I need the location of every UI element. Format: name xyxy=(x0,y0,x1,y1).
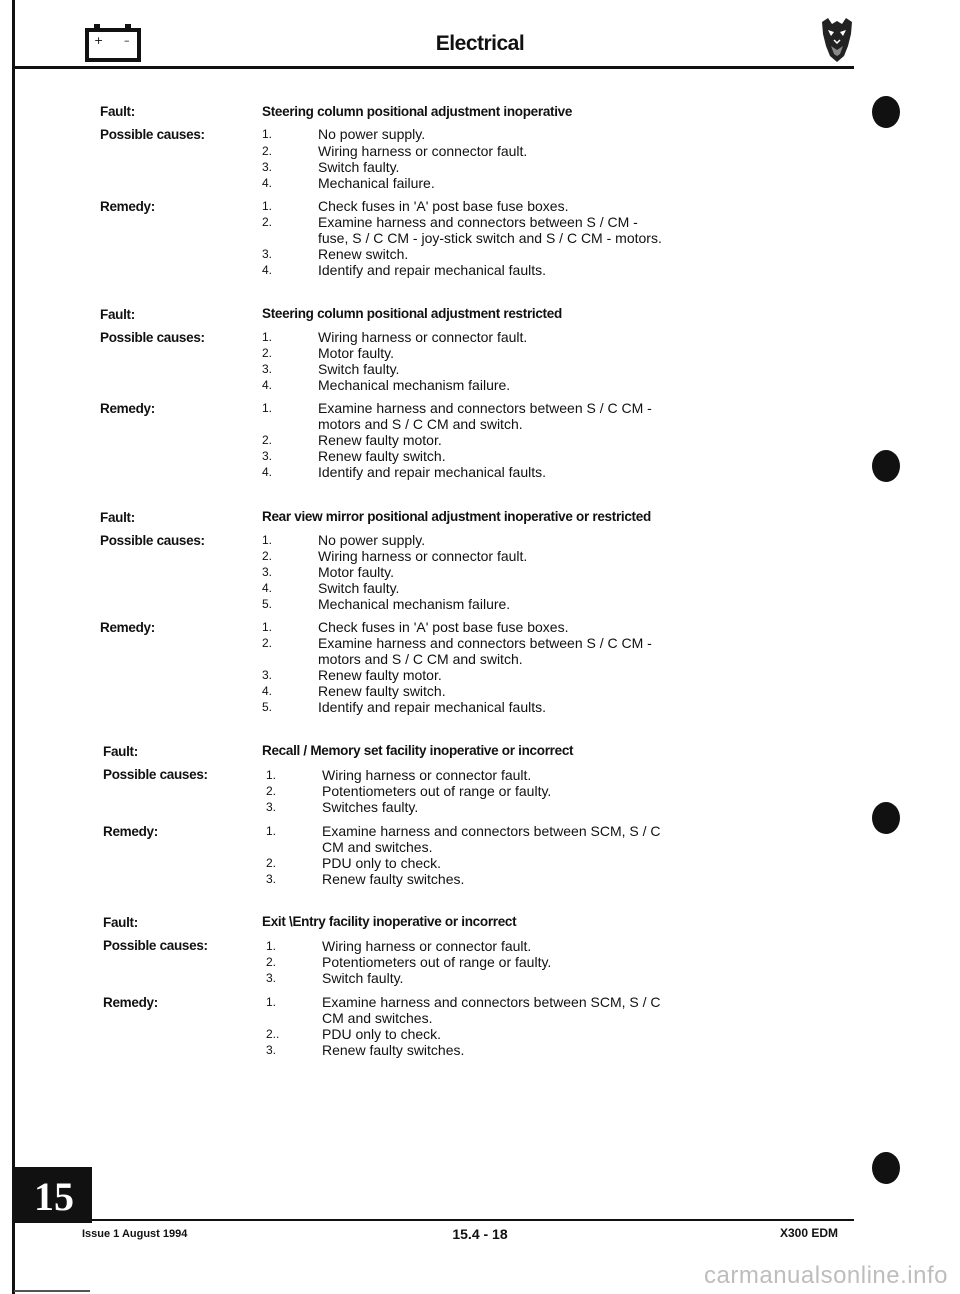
fault-title: Rear view mirror positional adjustment inoperative or restricted xyxy=(262,509,651,524)
item-number: 1. xyxy=(266,939,277,953)
remedy-label: Remedy: xyxy=(100,620,155,635)
item-number: 4. xyxy=(262,176,273,190)
item-text: Examine harness and connectors between SCM, S / C xyxy=(322,994,661,1010)
page-number: 15.4 - 18 xyxy=(452,1226,508,1242)
item-number: 1. xyxy=(266,768,277,782)
fault-label: Fault: xyxy=(103,915,138,930)
item-number: 3. xyxy=(266,800,277,814)
item-text: Potentiometers out of range or faulty. xyxy=(322,783,552,799)
remedy-label: Remedy: xyxy=(103,824,158,839)
item-number: 2. xyxy=(262,215,273,229)
causes-label: Possible causes: xyxy=(100,330,205,345)
item-text: No power supply. xyxy=(318,532,426,548)
item-number: 4. xyxy=(262,465,273,479)
header-rule xyxy=(12,66,854,69)
item-number: 4. xyxy=(262,378,273,392)
item-number: 4. xyxy=(262,581,273,595)
item-number: 3. xyxy=(262,668,273,682)
fault-title: Recall / Memory set facility inoperative or incorrect xyxy=(262,743,574,758)
remedy-label: Remedy: xyxy=(100,401,155,416)
item-text: Renew faulty switches. xyxy=(322,871,465,887)
item-number: 3. xyxy=(266,1043,277,1057)
item-number: 5. xyxy=(262,597,273,611)
item-text: Renew faulty switch. xyxy=(318,683,446,699)
item-number: 4. xyxy=(262,684,273,698)
item-number: 1. xyxy=(262,199,273,213)
footer-rule xyxy=(82,1219,854,1221)
item-number: 1. xyxy=(266,995,277,1009)
item-text: Mechanical mechanism failure. xyxy=(318,596,511,612)
item-text: Renew faulty motor. xyxy=(318,667,442,683)
item-text: Identify and repair mechanical faults. xyxy=(318,699,547,715)
fault-label: Fault: xyxy=(103,744,138,759)
item-text: Wiring harness or connector fault. xyxy=(322,938,532,954)
item-text: CM and switches. xyxy=(322,839,433,855)
item-text: Motor faulty. xyxy=(318,564,394,580)
fault-label: Fault: xyxy=(100,510,135,525)
item-text: Renew faulty motor. xyxy=(318,432,442,448)
item-number: 1. xyxy=(262,330,273,344)
bottom-rule xyxy=(14,1290,90,1292)
item-text: Examine harness and connectors between S / C CM - xyxy=(318,400,652,416)
jaguar-logo-icon xyxy=(818,16,856,64)
item-text: Examine harness and connectors between S / CM - xyxy=(318,214,638,230)
item-text: Examine harness and connectors between S / C CM - xyxy=(318,635,652,651)
item-number: 3. xyxy=(262,160,273,174)
watermark: carmanualsonline.info xyxy=(704,1262,948,1289)
item-text: Switch faulty. xyxy=(322,970,404,986)
item-number: 2. xyxy=(266,955,277,969)
item-number: 2. xyxy=(266,856,277,870)
causes-label: Possible causes: xyxy=(103,938,208,953)
item-text: motors and S / C CM and switch. xyxy=(318,651,523,667)
item-number: 2. xyxy=(262,433,273,447)
item-number: 3. xyxy=(266,872,277,886)
item-number: 3. xyxy=(262,362,273,376)
item-text: Examine harness and connectors between SCM, S / C xyxy=(322,823,661,839)
item-text: Wiring harness or connector fault. xyxy=(318,329,528,345)
fault-title: Steering column positional adjustment restricted xyxy=(262,306,562,321)
section-tab-number: 15 xyxy=(34,1174,74,1219)
item-text: Renew faulty switches. xyxy=(322,1042,465,1058)
item-text: Switches faulty. xyxy=(322,799,419,815)
item-text: Identify and repair mechanical faults. xyxy=(318,464,547,480)
item-number: 2. xyxy=(266,784,277,798)
item-text: Wiring harness or connector fault. xyxy=(318,143,528,159)
fault-label: Fault: xyxy=(100,307,135,322)
item-number: 3. xyxy=(266,971,277,985)
item-number: 1. xyxy=(266,824,277,838)
left-margin-bar xyxy=(12,0,15,1294)
item-text: Motor faulty. xyxy=(318,345,394,361)
item-text: Wiring harness or connector fault. xyxy=(318,548,528,564)
binder-hole-dot xyxy=(872,802,900,834)
item-text: Switch faulty. xyxy=(318,580,400,596)
item-text: CM and switches. xyxy=(322,1010,433,1026)
item-number: 3. xyxy=(262,565,273,579)
item-number: 2. xyxy=(262,549,273,563)
binder-hole-dot xyxy=(872,1152,900,1184)
item-number: 2. xyxy=(262,636,273,650)
item-number: 2. xyxy=(262,144,273,158)
item-number: 1. xyxy=(262,620,273,634)
fault-label: Fault: xyxy=(100,104,135,119)
item-text: Identify and repair mechanical faults. xyxy=(318,262,547,278)
item-text: Wiring harness or connector fault. xyxy=(322,767,532,783)
item-text: fuse, S / C CM - joy-stick switch and S / C CM - motors. xyxy=(318,230,662,246)
remedy-label: Remedy: xyxy=(100,199,155,214)
item-number: 2.. xyxy=(266,1027,280,1041)
item-text: Potentiometers out of range or faulty. xyxy=(322,954,552,970)
page-title: Electrical xyxy=(435,32,525,55)
svg-text:–: – xyxy=(124,34,130,47)
item-text: motors and S / C CM and switch. xyxy=(318,416,523,432)
item-text: No power supply. xyxy=(318,126,426,142)
item-text: Check fuses in 'A' post base fuse boxes. xyxy=(318,198,569,214)
remedy-label: Remedy: xyxy=(103,995,158,1010)
fault-title: Steering column positional adjustment inoperative xyxy=(262,104,573,119)
item-number: 4. xyxy=(262,263,273,277)
item-text: Mechanical mechanism failure. xyxy=(318,377,511,393)
item-text: Mechanical failure. xyxy=(318,175,435,191)
causes-label: Possible causes: xyxy=(103,767,208,782)
binder-hole-dot xyxy=(872,96,900,128)
item-number: 1. xyxy=(262,401,273,415)
item-text: PDU only to check. xyxy=(322,1026,442,1042)
binder-hole-dot xyxy=(872,450,900,482)
svg-text:+: + xyxy=(94,34,104,47)
causes-label: Possible causes: xyxy=(100,533,205,548)
item-number: 5. xyxy=(262,700,273,714)
fault-title: Exit \Entry facility inoperative or incorrect xyxy=(262,914,517,929)
item-text: Switch faulty. xyxy=(318,159,400,175)
item-number: 3. xyxy=(262,449,273,463)
item-text: Renew faulty switch. xyxy=(318,448,446,464)
document-code: X300 EDM xyxy=(780,1226,839,1240)
item-text: Switch faulty. xyxy=(318,361,400,377)
item-number: 1. xyxy=(262,127,273,141)
item-text: Renew switch. xyxy=(318,246,409,262)
issue-date: Issue 1 August 1994 xyxy=(82,1228,188,1240)
section-tab xyxy=(14,1167,92,1223)
item-number: 2. xyxy=(262,346,273,360)
item-number: 1. xyxy=(262,533,273,547)
item-text: PDU only to check. xyxy=(322,855,442,871)
item-number: 3. xyxy=(262,247,273,261)
causes-label: Possible causes: xyxy=(100,127,205,142)
item-text: Check fuses in 'A' post base fuse boxes. xyxy=(318,619,569,635)
